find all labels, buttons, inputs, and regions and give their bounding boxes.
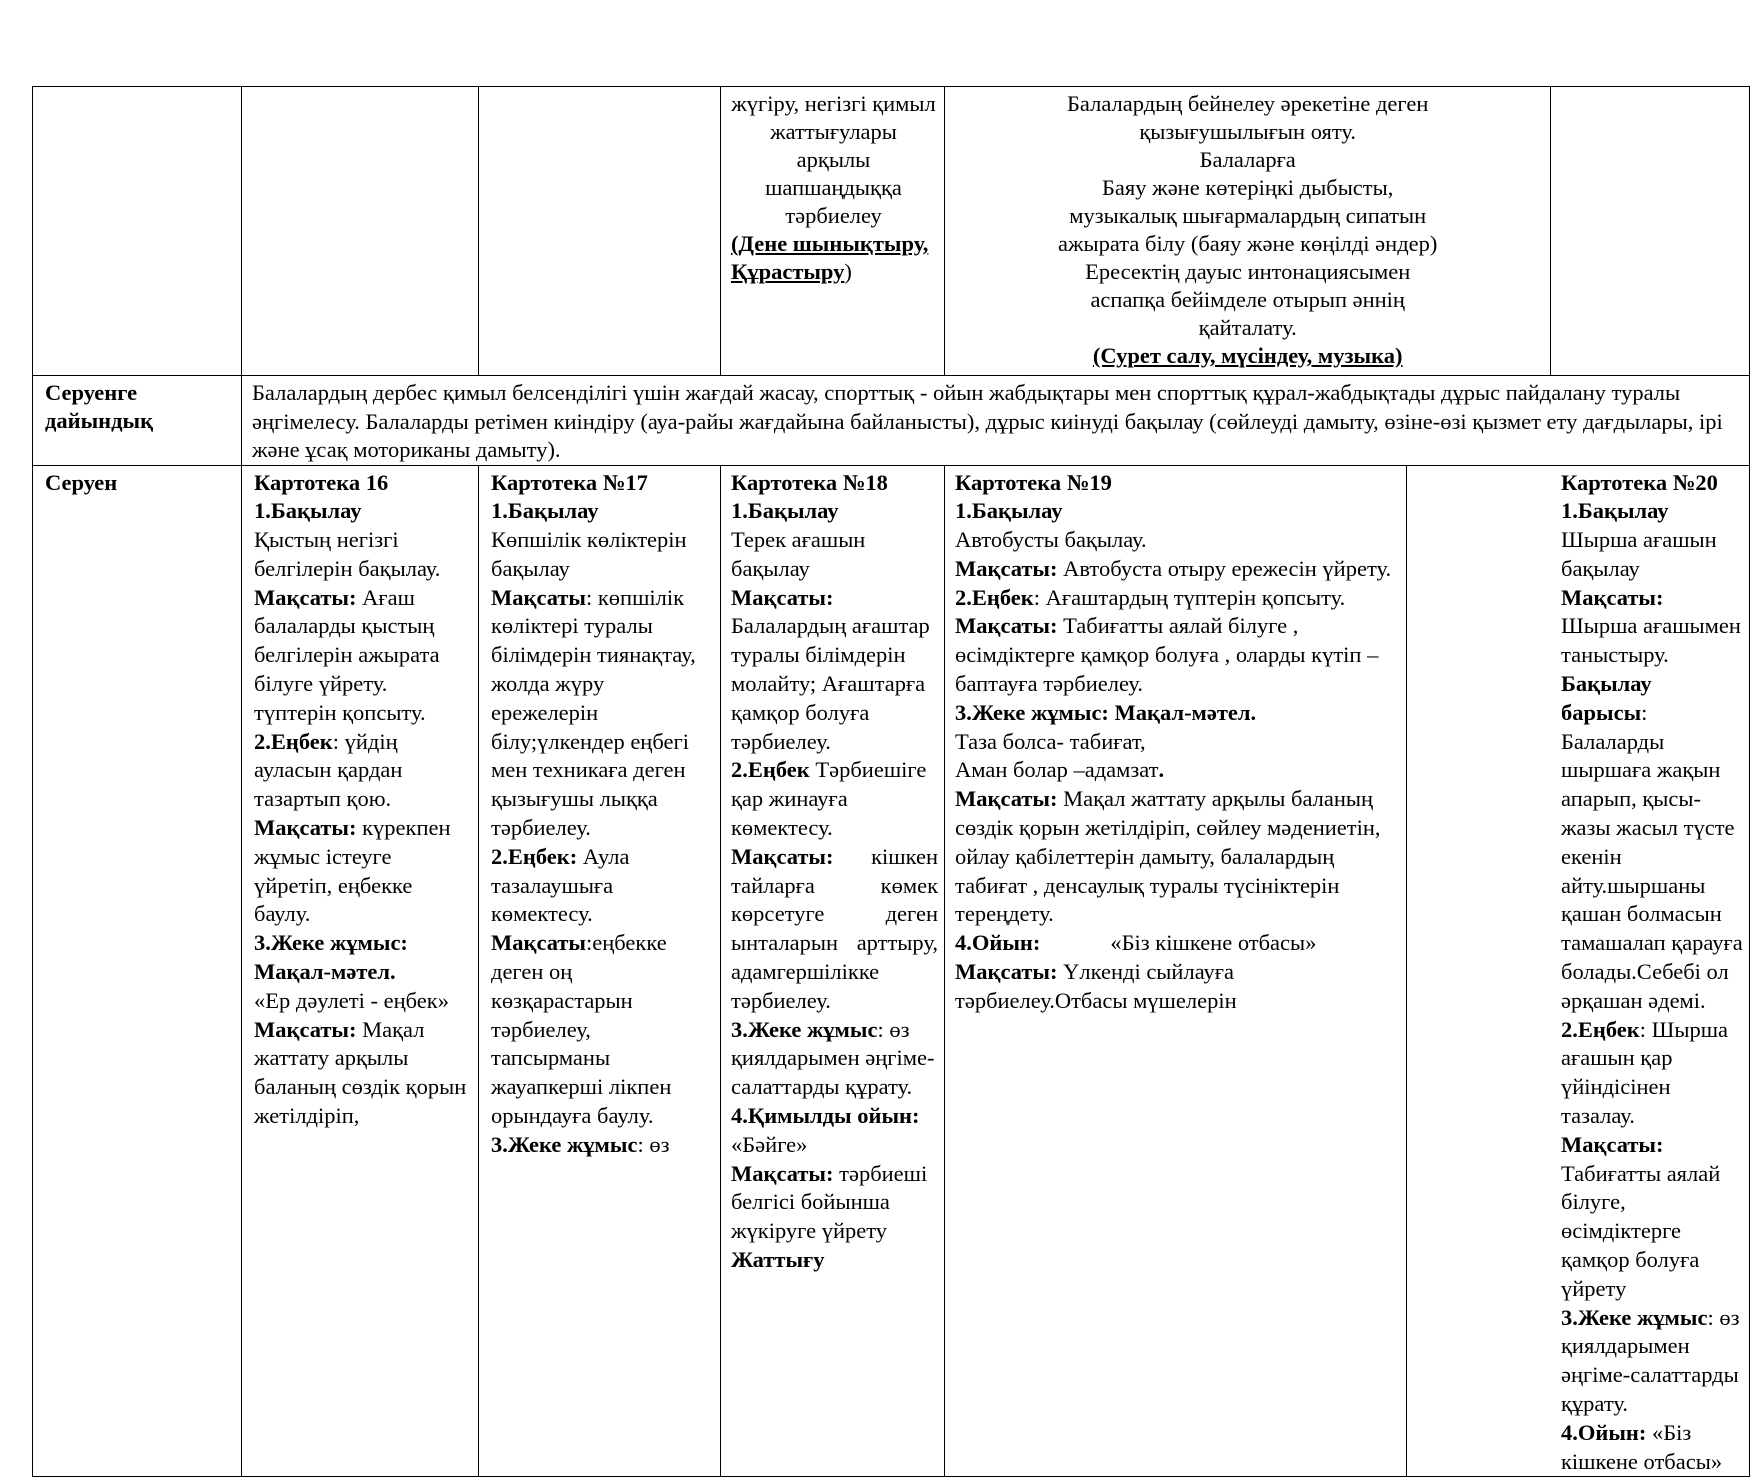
card-heading: 2.Еңбек: [955, 584, 1034, 610]
art-line: қызығушылығын ояту.: [1139, 119, 1357, 144]
goal-label: Мақсаты:: [731, 584, 834, 610]
card-text: : өз: [637, 1131, 670, 1157]
goal-text: кішкен тайларға көмек көрсетуге деген ынталарын арттыру, адамгершілікке тәрбиелеу.: [731, 843, 938, 1013]
goal-text: күрекпен жұмыс істеуге үйретіп, еңбекке баулу.: [254, 815, 451, 927]
goal-text: Ағаш балаларды қыстың белгілерін ажырата білуге үйрету. түптерін қопсыту.: [254, 584, 440, 725]
row-label: Серуенге дайындық: [45, 380, 154, 433]
goal-text: Мақал жаттату арқылы баланың сөздік қорын жетілдіріп, сөйлеу мәдениетін, ойлау қабілеттерін дамыту, балалардың табиғат , денсаулық туралы түсініктерін тереңдету.: [955, 786, 1381, 927]
goal-text: Табиғатты аялай білуге, өсімдіктерге қамқор болуға үйрету: [1561, 1160, 1721, 1301]
observation-text: : Балаларды шыршаға жақын апарып, қысы-жазы жасыл түсте екенін айту.шыршаны қашан болмасын тамашалап қарауға болады.Себебі ол әрқашан әдемі.: [1561, 699, 1743, 1013]
table-cell-empty: [1551, 87, 1750, 376]
card-title: Картотека №19: [955, 469, 1112, 495]
goal-text: Шырша ағашымен таныстыру.: [1561, 613, 1741, 668]
card-text-dot: .: [1158, 757, 1165, 783]
card-heading: 2.Еңбек:: [491, 843, 578, 869]
card-heading: 2.Еңбек: [254, 728, 333, 754]
card-heading: 1.Бақылау: [491, 498, 599, 524]
goal-text: Автобуста отыру ережесін үйрету.: [1057, 555, 1392, 581]
card-heading: 3.Жеке жұмыс: [731, 1016, 878, 1042]
goal-label: Мақсаты: [491, 584, 586, 610]
goal-label: Мақсаты:: [955, 613, 1058, 639]
card-text: Шырша ағашын бақылау: [1561, 527, 1717, 581]
card-heading: 2.Еңбек: [1561, 1016, 1640, 1042]
goal-label: Мақсаты:: [254, 815, 357, 841]
card-heading: Жаттығу: [731, 1247, 825, 1273]
card-heading: 4.Ойын:: [955, 930, 1041, 956]
card-title: Картотека №18: [731, 469, 888, 495]
goal-text: Мақал жаттату арқылы баланың сөздік қорын жетілдіріп,: [254, 1016, 467, 1129]
art-line: қайталату.: [1198, 315, 1297, 340]
goal-text: : көпшілік көліктері туралы білімдерін тиянақтау, жолда жүру ережелерін білу;үлкендер еңбегі мен техникаға деген қызығушы лыққа тәрбиелеу.: [491, 584, 696, 841]
walk-preparation-text: Балалардың дербес қимыл белсенділігі үшін жағдай жасау, спорттық - ойын жабдықтары мен спорттық құрал-жабдықтады дұрыс пайдалану туралы әңгімелесу. Балаларды ретімен киіндіру (ауа-райы жағдайына байланысты), дұрыс киінуді бақылау (сөйлеуді дамыту, өзіне-өзі қызмет ету дағдылары, ірі және ұсақ моториканы дамыту).: [252, 380, 1723, 462]
card-heading: 1.Бақылау: [1561, 498, 1669, 524]
card-title: Картотека №20: [1561, 469, 1718, 495]
card-heading: 1.Бақылау: [254, 498, 362, 524]
plan-table: [32, 86, 1750, 1477]
card-heading: .Қимылды ойын:: [742, 1103, 920, 1129]
goal-text: :еңбекке деген оң көзқарастарын тәрбиелеу, тапсырманы жауапкерші лікпен орындауға баулу.: [491, 930, 672, 1129]
goal-label: Мақсаты:: [1561, 584, 1664, 610]
table-cell-empty: [242, 87, 479, 376]
card-18-cell: [721, 465, 945, 1477]
card-text: «Ер дәулеті - еңбек»: [254, 987, 449, 1013]
card-heading: 4: [731, 1103, 743, 1129]
goal-label: Мақсаты:: [1561, 1131, 1664, 1157]
card-heading: 3.Жеке жұмыс: [491, 1131, 638, 1157]
card-heading: 3.Жеке жұмыс:: [254, 930, 408, 956]
goal-label: Мақсаты:: [254, 1016, 357, 1042]
card-heading: 4.Ойын:: [1561, 1419, 1647, 1445]
art-line: Балалардың бейнелеу әрекетіне деген: [1067, 91, 1429, 116]
card-title: Картотека 16: [254, 469, 389, 495]
goal-label: Мақсаты:: [955, 959, 1058, 985]
goal-label: Мақсаты:: [254, 584, 357, 610]
physical-text: жүгіру, негізгі қимыл жаттығулары арқылы шапшаңдыққа тәрбиелеу: [731, 91, 936, 228]
card-text: Таза болса- табиғат,: [955, 728, 1146, 754]
card-title: Картотека №17: [491, 469, 648, 495]
card-17-cell: [479, 465, 721, 1477]
goal-label: Мақсаты:: [955, 786, 1058, 812]
table-cell-art-music: [945, 87, 1551, 376]
physical-tag: (Дене шынықтыру, Құрастыру: [731, 231, 929, 284]
row-label-cell: [33, 376, 242, 466]
goal-text: Табиғатты аялай білуге , өсімдіктерге қамқор болуға , оларды күтіп –баптауға тәрбиелеу.: [955, 613, 1379, 697]
card-text: Аман болар –адамзат: [955, 757, 1159, 783]
goal-text: тәрбиеші белгісі бойынша жүкіруге үйрету: [731, 1160, 928, 1244]
card-heading: 2.Еңбек: [731, 757, 810, 783]
art-line: Балаларға: [1199, 147, 1296, 172]
goal-label: Мақсаты:: [955, 555, 1058, 581]
goal-label: Мақсаты:: [731, 1160, 834, 1186]
card-heading: 3.Жеке жұмыс: [1561, 1304, 1708, 1330]
goal-text: Балалардың ағаштар туралы білімдерін молайту; Ағаштарға қамқор болуға тәрбиелеу.: [731, 613, 930, 754]
card-text: Терек ағашын бақылау: [731, 527, 866, 581]
card-text: : Шырша ағашын қар үйіндісінен тазалау.: [1561, 1016, 1729, 1129]
art-line: Ересектің дауыс интонациясымен: [1085, 259, 1411, 284]
row-label: Серуен: [45, 469, 118, 495]
table-row-walk: [33, 465, 1750, 1477]
card-heading: Мақал-мәтел.: [254, 959, 396, 985]
card-text: Тәрбиешіге қар жинауға көмектесу.: [731, 757, 927, 841]
art-tag: (Сурет салу, мүсіндеу, музыка): [1092, 343, 1403, 368]
goal-label: Мақсаты:: [731, 843, 834, 869]
art-line: Баяу және көтеріңкі дыбысты,: [1102, 175, 1394, 200]
card-20-cell: [1407, 465, 1750, 1477]
goal-text: Үлкенді сыйлауға тәрбиелеу.Отбасы мүшелерін: [955, 959, 1237, 1013]
card-text: : үйдің ауласын қардан тазартып қою.: [254, 728, 403, 812]
table-cell-physical: [721, 87, 945, 376]
card-text: : Ағаштардың түптерін қопсыту.: [1033, 584, 1346, 610]
card-19-cell: [945, 465, 1407, 1477]
card-16-cell: [242, 465, 479, 1477]
card-text: Автобусты бақылау.: [955, 527, 1147, 553]
card-text: : өз қиялдарымен әңгіме-салаттарды құрату.: [1561, 1304, 1740, 1416]
row-label-cell: [33, 465, 242, 1477]
card-heading: 1.Бақылау: [731, 498, 839, 524]
walk-preparation-cell: [242, 376, 1750, 466]
art-line: ажырата білу (баяу және көңілді әндер): [1058, 231, 1438, 256]
document-page: [32, 86, 1750, 1477]
table-row-walk-preparation: [33, 376, 1750, 466]
card-heading: 1.Бақылау: [955, 498, 1063, 524]
art-line: аспапқа бейімделе отырып әннің: [1090, 287, 1405, 312]
card-text: «Біз кішкене отбасы»: [1110, 930, 1317, 956]
card-text: Аула тазалаушыға көмектесу.: [491, 843, 630, 927]
goal-label: Мақсаты: [491, 930, 586, 956]
physical-tag-close: ): [844, 259, 852, 284]
art-line: музыкалық шығармалардың сипатын: [1069, 203, 1427, 228]
card-text: «Бәйге»: [731, 1131, 808, 1157]
table-row-continuation: [33, 87, 1750, 376]
observation-label: Бақылау барысы: [1561, 671, 1652, 725]
card-text: Қыстың негізгі белгілерін бақылау.: [254, 527, 441, 581]
card-text: : өз қиялдарымен әңгіме-салаттарды құрату.: [731, 1016, 935, 1100]
card-text: Көпшілік көліктерін бақылау: [491, 527, 687, 581]
card-text: «Біз кішкене отбасы»: [1561, 1419, 1723, 1474]
table-cell-empty: [479, 87, 721, 376]
card-heading: 3.Жеке жұмыс: Мақал-мәтел.: [955, 699, 1257, 725]
table-cell-empty: [33, 87, 242, 376]
